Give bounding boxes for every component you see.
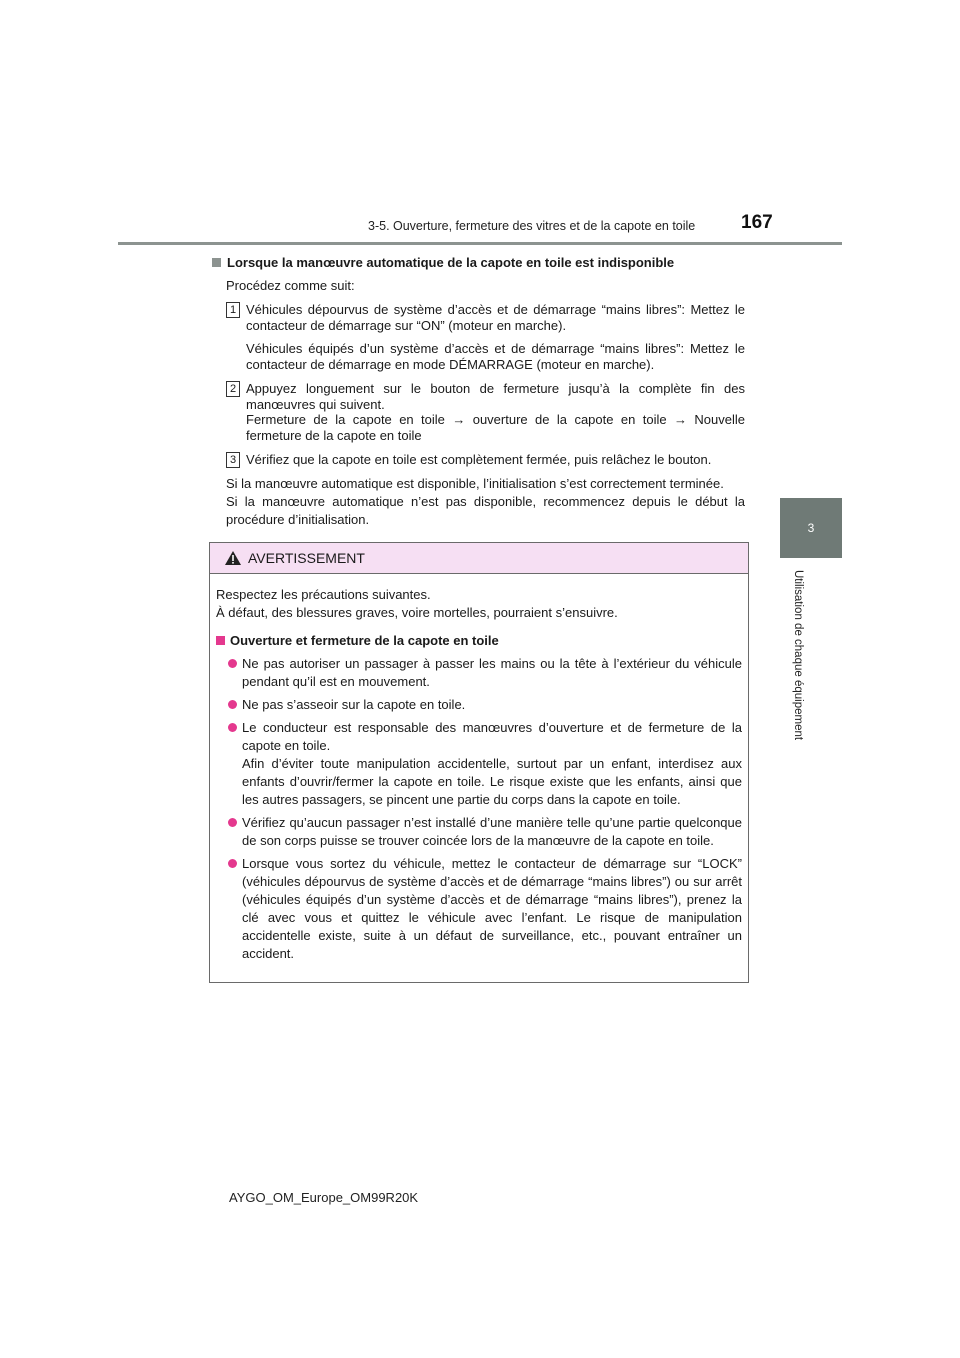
main-content — [212, 255, 745, 529]
warning-bullet-text: Vérifiez qu’aucun passager n’est installé d’une manière telle qu’une partie quelconque de son corps puisse se trouver coincée lors de la manœuvre de la capote en toile. — [242, 815, 742, 848]
warning-bullet-text: Ne pas s’asseoir sur la capote en toile. — [242, 697, 466, 712]
pink-dot-icon — [228, 700, 237, 709]
pink-dot-icon — [228, 818, 237, 827]
warning-bullet-text: Le conducteur est responsable des manœuvres d’ouverture et de fermeture de la capote en toile. — [242, 720, 742, 753]
warning-bullet-text: Lorsque vous sortez du véhicule, mettez le contacteur de démarrage sur “LOCK” (véhicules dépourvus de système d’accès et de démarrage “mains libres”) ou sur arrêt (véhicules équipés d’un système d’accès et de démarrage “mains libres”), prenez la clé avec vous et quittez le véhicule avec l’enfant. Le risque de manipulation accidentelle existe, suite à un défaut de surveillance, etc., pouvant entraîner un accident. — [242, 856, 742, 961]
step-item — [212, 302, 745, 333]
step1-extra-text: Véhicules équipés d’un système d’accès et de démarrage “mains libres”: Mettez le contacteur de démarrage en mode DÉMARRAGE (moteur en marche). — [246, 341, 745, 372]
warning-section-text: Ouverture et fermeture de la capote en toile — [230, 633, 499, 648]
warning-bullet — [216, 655, 742, 691]
warning-bullet — [216, 696, 742, 714]
intro-text: Procédez comme suit: — [226, 277, 355, 293]
header-section-title: 3-5. Ouverture, fermeture des vitres et de la capote en toile — [368, 219, 696, 233]
warning-box — [209, 542, 749, 983]
step-number-1: 1 — [226, 302, 240, 318]
warning-section-heading — [216, 632, 742, 650]
step-item — [212, 452, 745, 468]
result-paragraph-1: Si la manœuvre automatique est disponible, l’initialisation s’est correctement terminée. — [226, 475, 724, 491]
pink-dot-icon — [228, 859, 237, 868]
section-heading-text: Lorsque la manœuvre automatique de la capote en toile est indisponible — [227, 255, 675, 270]
warning-bullet — [216, 719, 742, 809]
result-paragraph-2: Si la manœuvre automatique n’est pas disponible, recommencez depuis le début la procédure d’initialisation. — [226, 493, 745, 527]
warning-bullet-extra-text: Afin d’éviter toute manipulation accidentelle, surtout par un enfant, interdisez aux enfants d’ouvrir/fermer la capote en toile. Le risque existe que les enfants, ainsi que les autres passagers, se pincent une partie du corps dans la capote en toile. — [242, 756, 742, 807]
chapter-tab — [780, 498, 842, 558]
pink-dot-icon — [228, 659, 237, 668]
warning-body — [210, 574, 748, 963]
chapter-side-label: Utilisation de chaque équipement — [792, 570, 804, 741]
warning-intro-1: Respectez les précautions suivantes. — [216, 587, 431, 602]
step-text-3: Vérifiez que la capote en toile est complètement fermée, puis relâchez le bouton. — [246, 452, 712, 467]
step-item — [212, 381, 745, 412]
warning-bullet — [216, 855, 742, 963]
step-number-3: 3 — [226, 452, 240, 468]
warning-title: AVERTISSEMENT — [248, 550, 365, 566]
chapter-tab-number: 3 — [807, 521, 815, 535]
step-text-2: Appuyez longuement sur le bouton de fermeture jusqu’à la complète fin des manœuvres qui suivent. — [246, 381, 745, 412]
square-bullet-icon — [216, 636, 225, 645]
page-number: 167 — [741, 212, 773, 233]
warning-bullet — [216, 814, 742, 850]
document-code: AYGO_OM_Europe_OM99R20K — [229, 1190, 419, 1205]
header-rule — [118, 242, 842, 245]
square-bullet-icon — [212, 258, 221, 267]
warning-intro-2: À défaut, des blessures graves, voire mortelles, pourraient s’ensuivre. — [216, 605, 618, 620]
step-number-2: 2 — [226, 381, 240, 397]
step-text-1: Véhicules dépourvus de système d’accès et de démarrage “mains libres”: Mettez le contacteur de démarrage sur “ON” (moteur en marche). — [246, 302, 745, 333]
warning-bullet-text: Ne pas autoriser un passager à passer les mains ou la tête à l’extérieur du véhicule pendant qu’il est en mouvement. — [242, 656, 742, 689]
warning-header — [210, 543, 748, 574]
warning-triangle-icon — [224, 550, 242, 566]
step2-sequence-text: Fermeture de la capote en toile → ouverture de la capote en toile → Nouvelle fermeture de la capote en toile — [246, 412, 745, 443]
section-heading — [212, 255, 745, 271]
pink-dot-icon — [228, 723, 237, 732]
